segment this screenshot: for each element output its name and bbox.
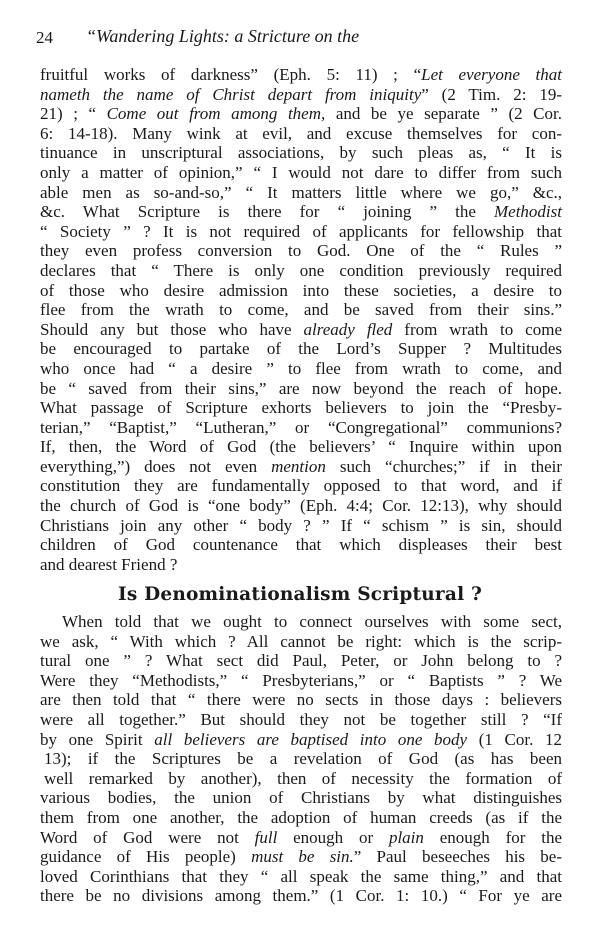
text: 6: 14-18). Many wink at evil, and excuse themselves for con- [40,123,562,143]
text: ” (2 Tim. 2: 19- [421,84,562,104]
text-line [40,104,562,124]
text-line [40,222,562,242]
paragraph-2 [40,612,562,906]
italic-text: Come out from among them, [106,104,326,124]
text: the church of God is “one body” (Eph. 4:4; Cor. 12:13), why should [40,496,562,516]
text-line [40,808,562,828]
italic-text: Methodist [494,202,562,222]
text: fruitful works of darkness” (Eph. 5: 11) ; “ [40,65,422,84]
text-line [40,476,562,496]
text-line [40,788,562,808]
text-line [40,496,562,516]
text: terian,” “Baptist,” “Lutheran,” or “Congregational” communions? [40,417,562,437]
text-line [40,730,562,750]
text-line [40,379,562,399]
text: we ask, “ With which ? All cannot be right: which is the scrip- [40,631,562,651]
text: everything,”) does not even [40,456,272,476]
text-line [40,163,562,183]
text: able men as so-and-so,” “ It matters little where we go,” &c., [40,182,562,202]
text: Word of God were not [40,827,255,847]
text: they even profess conversion to God. One of the “ Rules ” [40,241,562,261]
text: Should any but those who have [40,319,304,339]
text: only a matter of opinion,” “ I would not dare to differ from such [40,162,562,182]
text-line [40,632,562,652]
text-line [40,124,562,144]
text-line [40,828,562,848]
text: enough or [277,827,389,847]
text: ” Paul beseeches his be- [353,847,562,867]
text: are then told that “ there were no sects in those days : believers [40,690,562,710]
section-heading: Is Denominationalism Scriptural ? [118,584,482,605]
text-line [40,418,562,438]
text-line [40,300,562,320]
text: “ Society ” ? It is not required of applicants for fellowship that [40,221,562,241]
text: tural one ” ? What sect did Paul, Peter, or John belong to ? [40,651,562,671]
text: enough for the [423,827,562,847]
text: who once had “ a desire ” to flee from wrath to come, and [40,358,562,378]
text-line [40,183,562,203]
text-line [40,612,562,632]
text-line [40,457,562,477]
text: be encouraged to partake of the Lord’s Supper ? Multitudes [40,339,562,359]
text-line [40,143,562,163]
text-line [40,359,562,379]
text-line [40,85,562,105]
text: (1 Cor. 12 [467,729,562,749]
text-line [40,847,562,867]
text: declares that “ There is only one condition previously required [40,260,562,280]
text-line [40,202,562,222]
page-number: 24 [36,28,53,47]
text: well remarked by another), then of necessity the formation of [44,768,562,788]
italic-text: must be sin. [251,847,354,867]
italic-text: mention [271,456,326,476]
text: such “churches;” if in their [325,456,562,476]
italic-text: plain [388,827,424,847]
text: Were they “Methodists,” “ Presbyterians,” or “ Baptists ” ? We [40,670,562,690]
text-line [40,65,562,85]
text: by one Spirit [40,729,155,749]
running-title: “Wandering Lights: a Stricture on the [86,26,360,46]
text: of those who desire admission into these societies, a desire to [40,280,562,300]
italic-text: nameth the name of Christ depart from iniquity [40,84,422,104]
text-line [40,690,562,710]
text-line [40,867,562,887]
text: 21) ; “ [40,104,107,124]
text-line [40,671,562,691]
text: guidance of His people) [40,847,252,867]
text-line [40,261,562,281]
text: 13); if the Scriptures be a revelation of God (as has been [44,749,562,769]
text-line [40,710,562,730]
text-line [40,339,562,359]
italic-text: Let everyone that [421,65,563,84]
text-line [40,437,562,457]
text: them from one another, the adoption of human creeds (as if the [40,807,562,827]
text-line [40,749,562,769]
italic-text: already fled [303,319,393,339]
text: be “ saved from their sins,” are now beyond the reach of hope. [40,378,562,398]
text: constitution they are fundamentally opposed to that word, and if [40,476,562,496]
text-line [40,535,562,555]
text: there be no divisions among them.” (1 Cor. 1: 10.) “ For ye are [40,886,562,906]
text: What passage of Scripture exhorts believers to join the “Presby- [40,398,562,418]
text: tinuance in unscriptural associations, by such pleas as, “ It is [40,143,562,163]
text: and dearest Friend ? [40,554,178,574]
text-line [40,886,562,906]
text: and be ye separate ” (2 Cor. [325,104,562,124]
paragraph-1 [40,65,562,574]
italic-text: all believers are baptised into one body [154,729,468,749]
text-line [40,516,562,536]
text: Christians join any other “ body ? ” If “ schism ” is sin, should [40,515,562,535]
text-line [40,769,562,789]
text-line [40,281,562,301]
text-line [40,398,562,418]
text: various bodies, the union of Christians by what distinguishes [40,788,562,808]
text-line [40,320,562,340]
italic-text: full [254,827,278,847]
text-line [40,241,562,261]
text: When told that we ought to connect ourselves with some sect, [62,612,562,631]
text: from wrath to come [392,319,562,339]
text: were all together.” But should they not be together still ? “If [40,709,562,729]
text: &c. What Scripture is there for “ joining ” the [40,202,494,222]
text: children of God countenance that which displeases their best [40,535,562,555]
text-line [40,555,562,575]
text: If, then, the Word of God (the believers’ “ Inquire within upon [40,437,562,457]
text: loved Corinthians that they “ all speak the same thing,” and that [40,866,562,886]
text: flee from the wrath to come, and be saved from their sins.” [40,300,562,320]
text-line [40,651,562,671]
